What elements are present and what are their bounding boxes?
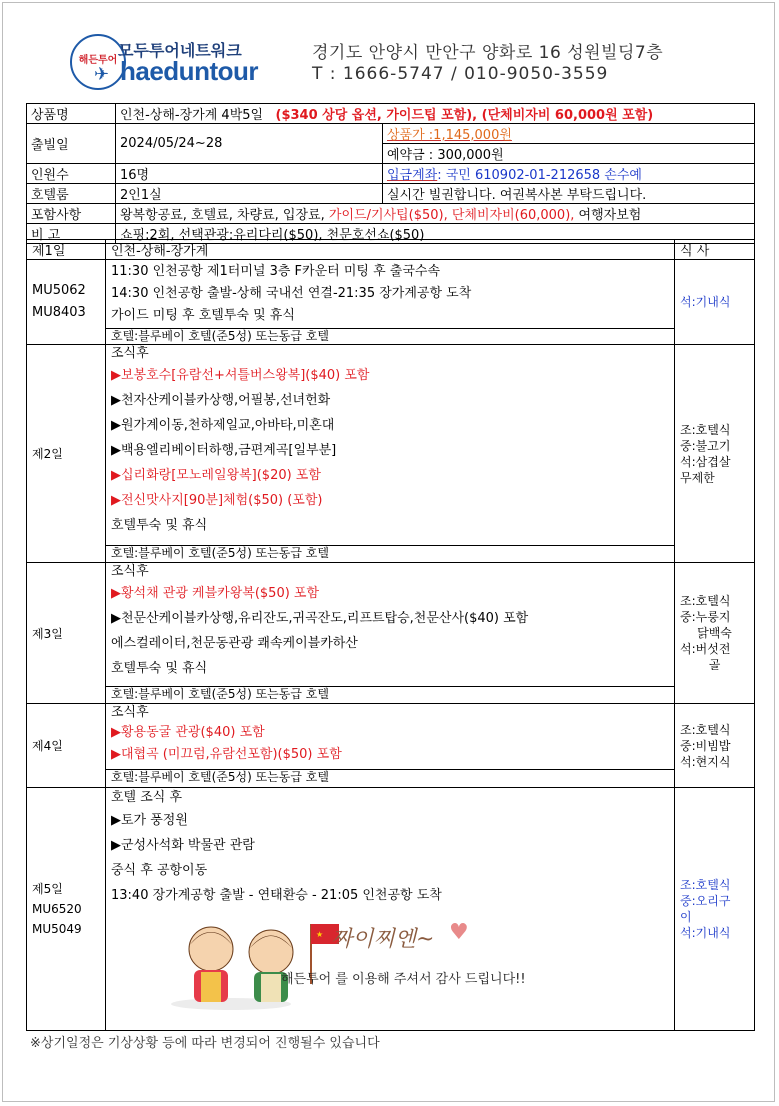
flight-number: MU8403: [32, 305, 86, 320]
footnote: ※상기일정은 기상상황 등에 따라 변경되어 진행될수 있습니다: [30, 1036, 380, 1051]
flight-number: MU5062: [32, 283, 86, 298]
people-label: 인원수: [27, 164, 116, 184]
meal-dinner: 석:기내식: [680, 295, 731, 309]
day1-flights: [27, 260, 106, 345]
day5-schedule: [106, 788, 675, 1031]
meal-lunch-cont: 이: [680, 910, 692, 924]
schedule-line: 14:30 인천공항 출발-상해 국내선 연결-21:35 장가계공항 도착: [111, 286, 472, 301]
day1-hotel: 호텔:블루베이 호텔(준5성) 또는동급 호텔: [106, 328, 674, 344]
remarks-label: 비 고: [27, 224, 116, 244]
schedule-line: ▶전신맛사지[90분]체험($50) (포함): [111, 493, 323, 508]
logo-badge-text: 해든투어: [78, 55, 118, 66]
schedule-line: 조식후: [111, 705, 149, 720]
meal-breakfast: 조:호텔식: [680, 722, 731, 737]
thanks-script: 짜이찌엔~: [331, 927, 435, 952]
schedule-line: ▶백용엘리베이터하행,금편계곡[일부분]: [111, 443, 337, 458]
day1-schedule: [106, 260, 675, 345]
schedule-line: 에스컬레이터,천문동관광 쾌속케이블카하산: [111, 636, 358, 651]
price-text: 상품가 :1,145,000원: [387, 128, 512, 143]
schedule-line: ▶군성사석화 박물관 관람: [111, 838, 255, 853]
schedule-line: 호텔투숙 및 휴식: [111, 661, 208, 676]
product-name: 인천-상해-장가계 4박5일: [120, 108, 264, 123]
svg-text:★: ★: [316, 930, 324, 939]
day4-schedule: [106, 704, 675, 788]
departure-date: 2024/05/24~28: [116, 124, 383, 164]
company-logo: [70, 32, 300, 94]
flight-number: MU5049: [32, 922, 82, 936]
day3-label: 제3일: [27, 563, 106, 704]
meal-lunch: 중:비빔밥: [680, 738, 731, 753]
day2-hotel: 호텔:블루베이 호텔(준5성) 또는동급 호텔: [106, 545, 674, 561]
day2-schedule: [106, 345, 675, 563]
included-plain: 왕복항공료, 호텔료, 차량료, 입장료,: [120, 208, 325, 223]
meal-lunch: 중:불고기: [680, 438, 731, 453]
meal-lunch-cont: 닭백숙: [697, 626, 732, 640]
account-prefix: 입금계좌: [387, 168, 438, 183]
logo-korean-name: 모두투어네트워크: [118, 41, 242, 60]
schedule-line: 중식 후 공항이동: [111, 863, 208, 878]
schedule-line: 호텔 조식 후: [111, 790, 183, 805]
schedule-line: ▶토가 풍정원: [111, 813, 188, 828]
schedule-line: ▶원가계이동,천하제일교,아바타,미혼대: [111, 418, 335, 433]
meal-lunch: 중:오리구: [680, 894, 731, 908]
schedule-line: 호텔투숙 및 휴식: [111, 518, 208, 533]
included-highlight: 가이드/기사팁($50), 단체비자비(60,000),: [328, 208, 575, 223]
schedule-text: ▶천문산케이블카상행,유리잔도,귀곡잔도,리프트탑승,천문산사($40) 포함: [111, 611, 529, 626]
meal-breakfast: 조:호텔식: [680, 878, 731, 892]
room-note: 실시간 빌권합니다. 여권복사본 부탁드립니다.: [383, 184, 755, 204]
meal-dinner: 석:버섯전: [680, 642, 731, 656]
day4-hotel: 호텔:블루베이 호텔(준5성) 또는동급 호텔: [106, 769, 674, 785]
meal-lunch: 중:누룽지: [680, 610, 731, 624]
schedule-line: ▶황용동굴 관광($40) 포함: [111, 725, 265, 740]
meal-breakfast: 조:호텔식: [680, 594, 731, 608]
summary-table: [26, 103, 755, 244]
schedule-line: ▶보봉호수[유람선+셔틀버스왕복]($40) 포함: [111, 368, 370, 383]
day5-label: 제5일: [32, 882, 63, 896]
included-label: 포함사항: [27, 204, 116, 224]
flight-number: MU6520: [32, 902, 82, 916]
meal-breakfast: 조:호텔식: [680, 422, 731, 437]
itinerary-head-meal: 식 사: [675, 240, 755, 260]
day2-meals: [675, 345, 755, 563]
meal-dinner: 석:삼겹살: [680, 454, 731, 469]
schedule-line: 가이드 미팅 후 호텔투숙 및 휴식: [111, 308, 295, 323]
day3-hotel: 호텔:블루베이 호텔(준5성) 또는동급 호텔: [106, 686, 674, 702]
schedule-line: 13:40 장가계공항 출발 - 연태환승 - 21:05 인천공항 도착: [111, 888, 442, 903]
thanks-message: 해든투어 를 이용해 주셔서 감사 드립니다!!: [281, 972, 526, 987]
day3-meals: [675, 563, 755, 704]
meal-dinner: 석:기내식: [680, 926, 731, 940]
meal-note: 무제한: [680, 470, 715, 485]
meal-dinner-cont: 골: [708, 658, 721, 672]
schedule-line: [111, 606, 669, 631]
company-phone: T : 1666-5747 / 010-9050-3559: [312, 64, 609, 84]
itinerary-head-day: 제1일: [27, 240, 106, 260]
price: [383, 124, 755, 144]
logo-english-name: haeduntour: [120, 56, 258, 86]
included-tail: 여행자보험: [578, 208, 642, 223]
remarks: 쇼핑:2회, 선택관광:유리다리($50), 천문호선쇼($50): [116, 224, 755, 244]
schedule-line: 조식후: [111, 564, 149, 579]
schedule-line: ▶천자산케이블카상행,어필봉,선녀헌화: [111, 393, 331, 408]
day5-meals: [675, 788, 755, 1031]
day5-info: [27, 788, 106, 1031]
day2-label: 제2일: [27, 345, 106, 563]
room-label: 호텔룸: [27, 184, 116, 204]
room-type: 2인1실: [116, 184, 383, 204]
deposit: 예약금 : 300,000원: [383, 144, 755, 164]
schedule-line: 조식후: [111, 346, 149, 361]
product-name-cell: [116, 104, 755, 124]
product-note: ($340 상당 옵션, 가이드팁 포함), (단체비자비 60,000원 포함): [275, 108, 654, 123]
account-info: [383, 164, 755, 184]
day1-meals: [675, 260, 755, 345]
included-items: [116, 204, 755, 224]
people-count: 16명: [116, 164, 383, 184]
schedule-line: 11:30 인천공항 제1터미널 3층 F카운터 미팅 후 출국수속: [111, 264, 441, 279]
thanks-illustration: [111, 914, 669, 1014]
itinerary-head-route: 인천-상해-장가계: [106, 240, 675, 260]
schedule-line: ▶황석채 관광 케블카왕복($50) 포함: [111, 586, 320, 601]
schedule-line: ▶대협곡 (미끄럼,유람선포함)($50) 포함: [111, 747, 342, 762]
day4-meals: [675, 704, 755, 788]
schedule-line: ▶십리화랑[모노레일왕복]($20) 포함: [111, 468, 321, 483]
day4-label: 제4일: [27, 704, 106, 788]
airplane-icon: ✈: [94, 64, 110, 85]
product-label: 상품명: [27, 104, 116, 124]
day3-schedule: [106, 563, 675, 704]
meal-dinner: 석:현지식: [680, 754, 731, 769]
departure-label: 출빌일: [27, 124, 116, 164]
itinerary-table: [26, 239, 755, 1031]
account-number: : 국민 610902-01-212658 손수예: [437, 168, 642, 183]
heart-icon: ♥: [449, 920, 469, 945]
company-address: 경기도 안양시 만안구 양화로 16 성원빌딩7층: [312, 43, 664, 63]
